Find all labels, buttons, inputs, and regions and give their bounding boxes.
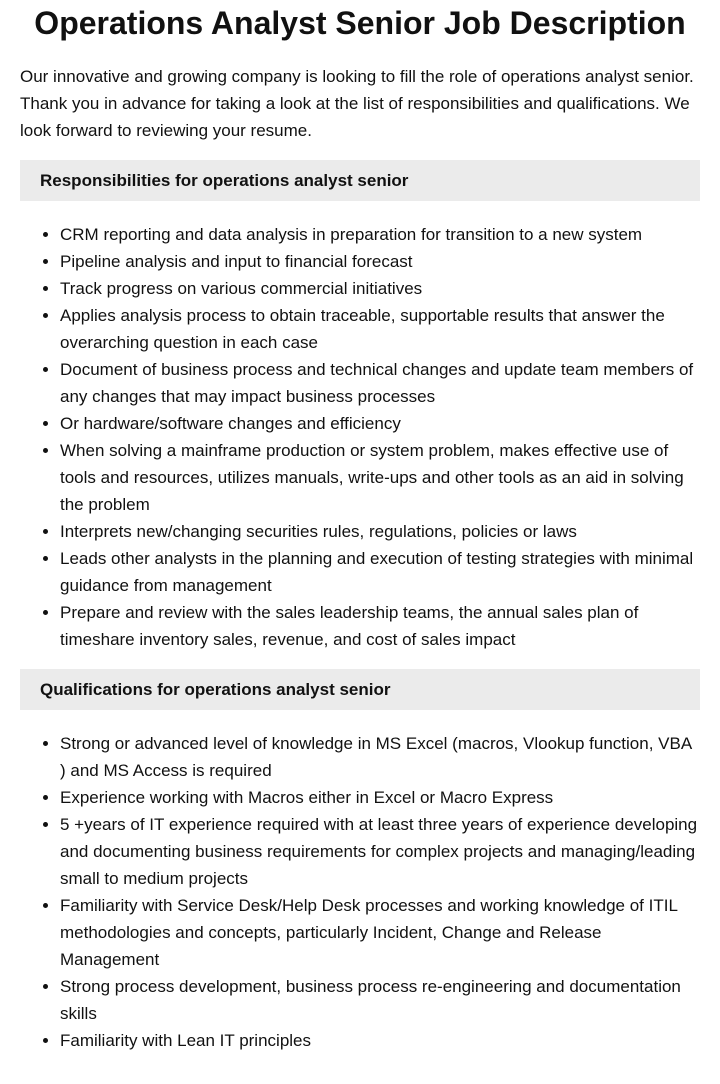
list-item: • CRM reporting and data analysis in preparation for transition to a new system (60, 221, 700, 248)
list-item: • Strong or advanced level of knowledge in MS Excel (macros, Vlookup function, VBA ) and MS Access is required (60, 730, 700, 784)
qualifications-list (20, 730, 700, 1054)
list-item: • Or hardware/software changes and efficiency (60, 410, 700, 437)
list-item: • Prepare and review with the sales leadership teams, the annual sales plan of timeshare inventory sales, revenue, and cost of sales impact (60, 599, 700, 653)
list-item: • Leads other analysts in the planning and execution of testing strategies with minimal guidance from management (60, 545, 700, 599)
responsibilities-heading: Responsibilities for operations analyst senior (20, 160, 700, 201)
list-item: • Strong process development, business process re-engineering and documentation skills (60, 973, 700, 1027)
intro-paragraph: Our innovative and growing company is looking to fill the role of operations analyst senior. Thank you in advance for taking a look at the list of responsibilities and qualifications. We look forward to reviewing your resume. (20, 67, 694, 140)
list-item: • Pipeline analysis and input to financial forecast (60, 248, 700, 275)
list-item: • Track progress on various commercial initiatives (60, 275, 700, 302)
list-item: • Familiarity with Service Desk/Help Desk processes and working knowledge of ITIL methodologies and concepts, particularly Incident, Change and Release Management (60, 892, 700, 973)
page-title: Operations Analyst Senior Job Description (34, 5, 686, 41)
list-item: • Applies analysis process to obtain traceable, supportable results that answer the overarching question in each case (60, 302, 700, 356)
list-item: • When solving a mainframe production or system problem, makes effective use of tools and resources, utilizes manuals, write-ups and other tools as an aid in solving the problem (60, 437, 700, 518)
responsibilities-list (20, 221, 700, 653)
list-item: • Familiarity with Lean IT principles (60, 1027, 700, 1054)
list-item: • Document of business process and technical changes and update team members of any changes that may impact business processes (60, 356, 700, 410)
list-item: • Interprets new/changing securities rules, regulations, policies or laws (60, 518, 700, 545)
list-item: • 5 +years of IT experience required with at least three years of experience developing and documenting business requirements for complex projects and managing/leading small to medium projects (60, 811, 700, 892)
list-item: • Experience working with Macros either in Excel or Macro Express (60, 784, 700, 811)
qualifications-heading: Qualifications for operations analyst senior (20, 669, 700, 710)
